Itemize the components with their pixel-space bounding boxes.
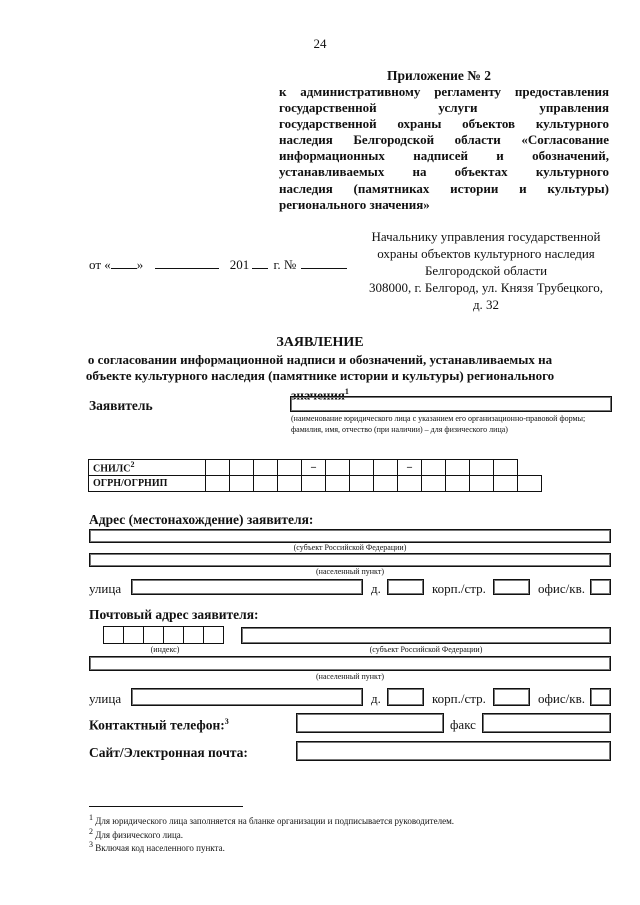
day-field[interactable]	[111, 257, 137, 269]
postal-house-field[interactable]	[387, 688, 424, 706]
footnote-separator	[89, 806, 243, 807]
address-subject-field[interactable]	[89, 529, 611, 543]
appendix-line: информационных надписей и обозначений,	[279, 148, 609, 164]
address-settlement-field[interactable]	[89, 553, 611, 567]
fax-label: факс	[450, 717, 476, 732]
postal-index-field	[103, 626, 227, 644]
footnote-ref: 2	[130, 460, 135, 470]
year-prefix: 201	[229, 257, 250, 272]
postal-title: Почтовый адрес заявителя:	[89, 607, 259, 622]
recipient-line: охраны объектов культурного наследия	[377, 246, 595, 261]
date-from-label: от «	[89, 257, 111, 272]
ogrn-cell[interactable]	[494, 476, 518, 492]
ogrn-cell[interactable]	[230, 476, 254, 492]
address-house-field[interactable]	[387, 579, 424, 595]
ogrn-cell[interactable]	[350, 476, 374, 492]
postal-house-label: д.	[371, 691, 381, 706]
fax-field[interactable]	[482, 713, 611, 733]
postal-office-label: офис/кв.	[538, 691, 585, 706]
postal-subject-field[interactable]	[241, 627, 611, 644]
phone-label	[89, 717, 229, 734]
recipient-line: д. 32	[472, 297, 500, 312]
ogrn-cell[interactable]	[398, 476, 422, 492]
snils-cell[interactable]	[230, 460, 254, 476]
footnote	[89, 839, 225, 854]
postal-subject-hint: (субъект Российской Федерации)	[369, 645, 483, 654]
address-house-label: д.	[371, 581, 381, 596]
footnote-ref: 3	[224, 717, 229, 726]
address-street-field[interactable]	[131, 579, 363, 595]
ogrn-row	[89, 476, 542, 492]
snils-cell[interactable]	[254, 460, 278, 476]
address-subject-hint: (субъект Российской Федерации)	[293, 543, 407, 552]
snils-cell[interactable]	[278, 460, 302, 476]
footnote-number: 2	[89, 827, 93, 836]
postal-settlement-hint: (населенный пункт)	[316, 672, 384, 681]
appendix-line: государственной охраны объектов культурного	[279, 116, 609, 132]
year-field[interactable]	[252, 257, 268, 269]
phone-label-text: Контактный телефон:	[89, 717, 225, 733]
footnote-text: Для физического лица.	[95, 830, 184, 840]
appendix-line: устанавливаемых на объектах культурного	[279, 164, 609, 180]
index-digit-cell[interactable]	[183, 626, 204, 644]
footnote-number: 1	[89, 813, 93, 822]
postal-building-label: корп./стр.	[432, 691, 486, 706]
snils-cell[interactable]	[494, 460, 518, 476]
snils-empty	[518, 460, 542, 476]
ogrn-label: ОГРН/ОГРНИП	[89, 476, 206, 492]
applicant-label: Заявитель	[89, 398, 153, 413]
phone-field[interactable]	[296, 713, 444, 733]
footnote-number: 3	[89, 840, 93, 849]
ogrn-cell[interactable]	[518, 476, 542, 492]
snils-separator: –	[302, 460, 326, 476]
number-label: г. №	[273, 257, 297, 272]
index-digit-cell[interactable]	[163, 626, 184, 644]
site-email-label: Сайт/Электронная почта:	[89, 745, 248, 760]
date-close-quote: »	[136, 257, 144, 272]
footnote-ref: 1	[344, 387, 349, 396]
index-digit-cell[interactable]	[203, 626, 224, 644]
statement-subtitle-text: о согласовании информационной надписи и обозначений, устанавливаемых на объекте культурного наследия (памятнике истории и культуры) регионального значения	[85, 352, 555, 403]
number-field[interactable]	[301, 257, 347, 269]
ogrn-cell[interactable]	[374, 476, 398, 492]
ogrn-cell[interactable]	[278, 476, 302, 492]
postal-index-hint: (индекс)	[150, 645, 180, 654]
postal-office-field[interactable]	[590, 688, 611, 706]
month-field[interactable]	[155, 257, 219, 269]
appendix-line: государственной услуги управления	[279, 100, 609, 116]
recipient-line: Начальнику управления государственной	[371, 229, 601, 244]
snils-cell[interactable]	[470, 460, 494, 476]
snils-cell[interactable]	[446, 460, 470, 476]
snils-label-text: СНИЛС	[93, 463, 131, 475]
page-number: 24	[313, 36, 327, 51]
index-digit-cell[interactable]	[143, 626, 164, 644]
date-line	[89, 257, 347, 273]
postal-street-field[interactable]	[131, 688, 363, 706]
snils-cell[interactable]	[326, 460, 350, 476]
address-office-field[interactable]	[590, 579, 611, 595]
postal-building-field[interactable]	[493, 688, 530, 706]
address-office-label: офис/кв.	[538, 581, 585, 596]
ogrn-cell[interactable]	[326, 476, 350, 492]
footnote-text: Включая код населенного пункта.	[95, 843, 225, 853]
snils-cell[interactable]	[374, 460, 398, 476]
footnote-text: Для юридического лица заполняется на бланке организации и подписывается руководителем.	[95, 816, 455, 826]
address-title: Адрес (местонахождение) заявителя:	[89, 512, 314, 527]
appendix-line: регионального значения»	[279, 196, 430, 212]
snils-separator: –	[398, 460, 422, 476]
appendix-text	[279, 84, 609, 213]
appendix-line: к административному регламенту предоставления	[279, 84, 609, 99]
index-digit-cell[interactable]	[123, 626, 144, 644]
address-street-label: улица	[89, 581, 122, 596]
ogrn-cell[interactable]	[254, 476, 278, 492]
ogrn-cell[interactable]	[302, 476, 326, 492]
address-building-label: корп./стр.	[432, 581, 486, 596]
address-settlement-hint: (населенный пункт)	[316, 567, 384, 576]
snils-row	[89, 460, 542, 476]
recipient-block	[355, 228, 617, 313]
site-email-field[interactable]	[296, 741, 611, 761]
ogrn-cell[interactable]	[422, 476, 446, 492]
ogrn-cell[interactable]	[470, 476, 494, 492]
appendix-title: Приложение № 2	[387, 68, 491, 83]
footnote	[89, 812, 454, 827]
statement-title: ЗАЯВЛЕНИЕ	[276, 335, 364, 350]
snils-cell[interactable]	[422, 460, 446, 476]
recipient-line: 308000, г. Белгород, ул. Князя Трубецкого,	[369, 280, 603, 295]
appendix-line: наследия Белгородской области «Согласование	[279, 132, 609, 148]
ogrn-cell[interactable]	[446, 476, 470, 492]
snils-cell[interactable]	[206, 460, 230, 476]
snils-cell[interactable]	[350, 460, 374, 476]
appendix-line: наследия (памятниках истории и культуры)	[279, 180, 609, 196]
ogrn-cell[interactable]	[206, 476, 230, 492]
snils-label	[89, 460, 206, 476]
applicant-name-field[interactable]	[290, 396, 612, 412]
index-digit-cell[interactable]	[103, 626, 124, 644]
id-table	[88, 459, 542, 492]
postal-settlement-field[interactable]	[89, 656, 611, 671]
postal-street-label: улица	[89, 691, 122, 706]
address-building-field[interactable]	[493, 579, 530, 595]
applicant-hint: (наименование юридического лица с указанием его организационно-правовой формы; фамилия, имя, отчество (при наличии) – для физического лица)	[291, 414, 586, 434]
recipient-line: Белгородской области	[424, 263, 548, 278]
